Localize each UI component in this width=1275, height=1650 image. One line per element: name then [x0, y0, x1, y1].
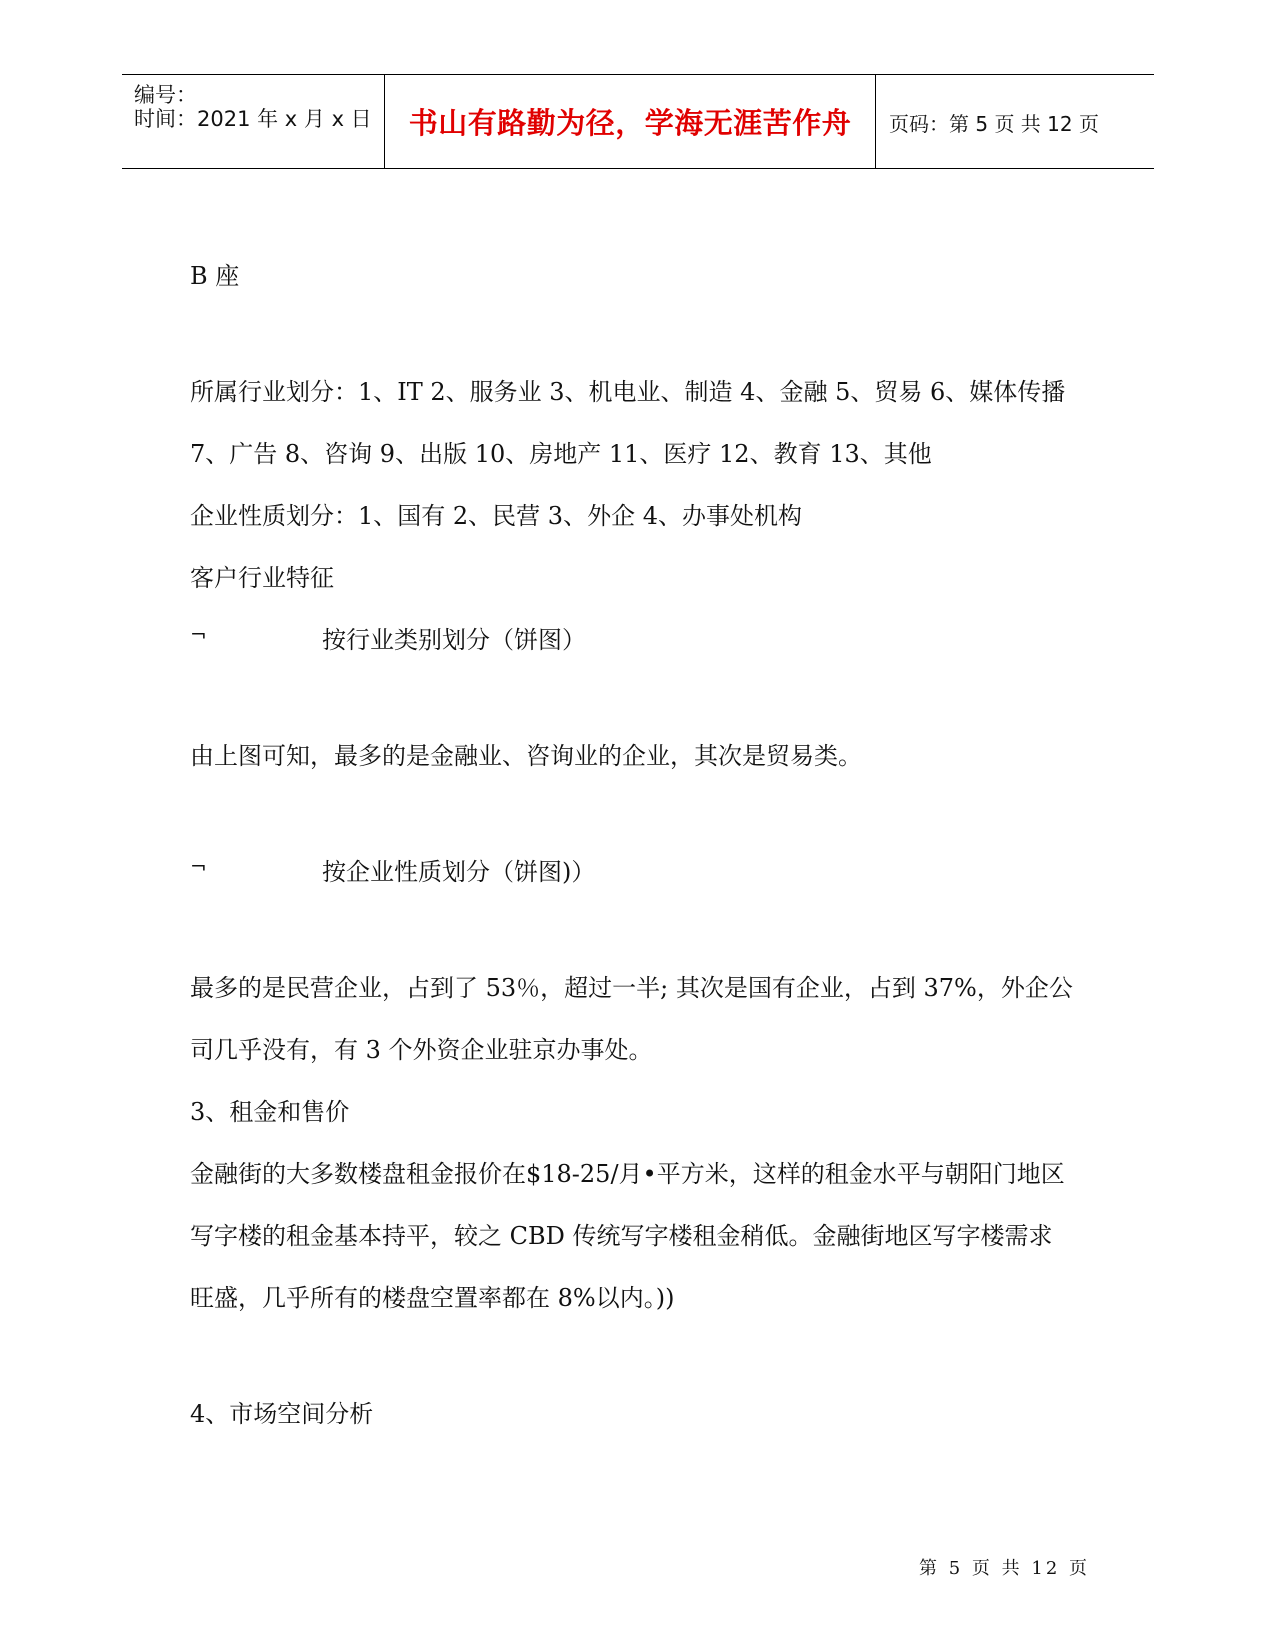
block-b-label: B 座 — [190, 262, 240, 290]
industry-line-1: 所属行业划分：1、IT 2、服务业 3、机电业、制造 4、金融 5、贸易 6、媒体传播 — [190, 378, 1066, 406]
conclusion-2-line-1: 最多的是民营企业，占到了 53％，超过一半; 其次是国有企业，占到 37%，外企公 — [190, 974, 1073, 1002]
section-4-heading: 4、市场空间分析 — [190, 1400, 374, 1428]
section-3-heading: 3、租金和售价 — [190, 1098, 350, 1126]
pie-chart-1-label: 按行业类别划分（饼图） — [322, 626, 586, 654]
page-footer: 第 5 页 共 12 页 — [919, 1558, 1090, 1579]
customer-industry-heading: 客户行业特征 — [190, 564, 334, 592]
header-page-info: 页码：第 5 页 共 12 页 — [889, 112, 1099, 136]
header-page-cell — [877, 75, 1154, 168]
industry-line-2: 7、广告 8、咨询 9、出版 10、房地产 11、医疗 12、教育 13、其他 — [190, 440, 932, 468]
conclusion-2-line-2: 司几乎没有，有 3 个外资企业驻京办事处。 — [190, 1036, 653, 1064]
rent-line-2: 写字楼的租金基本持平，较之 CBD 传统写字楼租金稍低。金融街地区写字楼需求 — [190, 1222, 1053, 1250]
document-header — [122, 74, 1154, 169]
conclusion-1: 由上图可知，最多的是金融业、咨询业的企业，其次是贸易类。 — [190, 742, 862, 770]
pie-chart-2-label: 按企业性质划分（饼图)） — [322, 858, 596, 886]
bullet-marker-1: ¬ — [190, 622, 207, 646]
bullet-marker-2: ¬ — [190, 854, 207, 878]
header-motto: 书山有路勤为径，学海无涯苦作舟 — [408, 106, 852, 140]
rent-line-3: 旺盛，几乎所有的楼盘空置率都在 8%以内。)) — [190, 1284, 675, 1312]
header-motto-cell — [385, 75, 876, 168]
enterprise-nature-line: 企业性质划分：1、国有 2、民营 3、外企 4、办事处机构 — [190, 502, 802, 530]
header-meta-cell — [122, 75, 385, 168]
document-number-label: 编号： — [134, 83, 197, 107]
document-time-label: 时间：2021 年 x 月 x 日 — [134, 107, 372, 131]
rent-line-1: 金融街的大多数楼盘租金报价在$18-25/月•平方米，这样的租金水平与朝阳门地区 — [190, 1160, 1065, 1188]
